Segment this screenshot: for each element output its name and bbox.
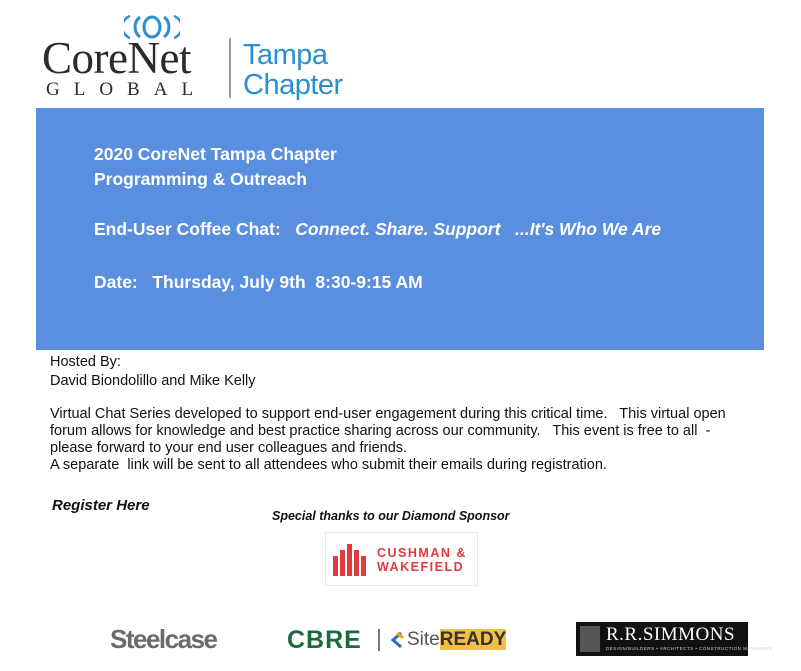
date-value: Thursday, July 9th 8:30-9:15 AM xyxy=(152,272,423,292)
global-logo-text: GLOBAL xyxy=(46,79,208,100)
rrsimmons-mark-icon xyxy=(580,626,600,652)
event-tagline: Connect. Share. Support ...It's Who We Are xyxy=(295,219,662,239)
logo-divider xyxy=(229,38,231,98)
event-label: End-User Coffee Chat: xyxy=(94,219,281,239)
rrsimmons-logo[interactable] xyxy=(576,622,773,656)
chapter-line-2: Chapter xyxy=(243,69,343,101)
steelcase-logo[interactable]: Steelcase xyxy=(110,624,217,654)
siteready-site: Site xyxy=(407,629,440,650)
tampa-chapter-logo xyxy=(243,40,343,100)
rrsimmons-tagline: DESIGN/BUILDERS • ARCHITECTS • CONSTRUCTION MANAGERS xyxy=(606,646,773,651)
description-line-1: Virtual Chat Series developed to support end-user engagement during this critical time. This virtual open xyxy=(50,406,726,422)
hosted-by-label: Hosted By: xyxy=(50,354,121,370)
cbre-divider xyxy=(378,629,380,651)
cushman-wakefield-text xyxy=(377,546,467,574)
corenet-logo-text: CoreNet xyxy=(42,33,191,83)
sponsor-thanks-text: Special thanks to our Diamond Sponsor xyxy=(272,509,510,523)
siteready-logo-text xyxy=(407,628,506,652)
corenet-tampa-header xyxy=(40,10,360,105)
cbre-siteready-logo[interactable] xyxy=(287,626,513,654)
event-banner xyxy=(36,108,764,350)
cw-line-1: CUSHMAN & xyxy=(377,546,467,560)
description-line-2: forum allows for knowledge and best practice sharing across our community. This event is free to all - xyxy=(50,423,711,439)
rrsimmons-name: R.R.SIMMONS xyxy=(606,624,736,645)
cbre-logo-text: CBRE xyxy=(287,626,362,654)
cushman-wakefield-bars-icon xyxy=(333,542,369,576)
cushman-wakefield-logo[interactable] xyxy=(325,532,478,586)
chapter-line-1: Tampa xyxy=(243,39,328,71)
description-line-3: please forward to your end user colleagues and friends. xyxy=(50,440,408,456)
banner-title: 2020 CoreNet Tampa Chapter xyxy=(94,144,337,164)
event-description xyxy=(50,406,726,474)
date-label: Date: xyxy=(94,272,138,292)
siteready-s-icon xyxy=(389,630,405,650)
description-line-4: A separate link will be sent to all attendees who submit their emails during registration. xyxy=(50,457,607,473)
banner-date-line xyxy=(94,272,423,293)
cw-line-2: WAKEFIELD xyxy=(377,560,465,574)
banner-subtitle: Programming & Outreach xyxy=(94,169,307,189)
siteready-ready: READY xyxy=(439,629,507,650)
register-here-link[interactable]: Register Here xyxy=(52,497,150,514)
hosts-names: David Biondolillo and Mike Kelly xyxy=(50,373,256,389)
banner-event-line xyxy=(94,219,661,240)
